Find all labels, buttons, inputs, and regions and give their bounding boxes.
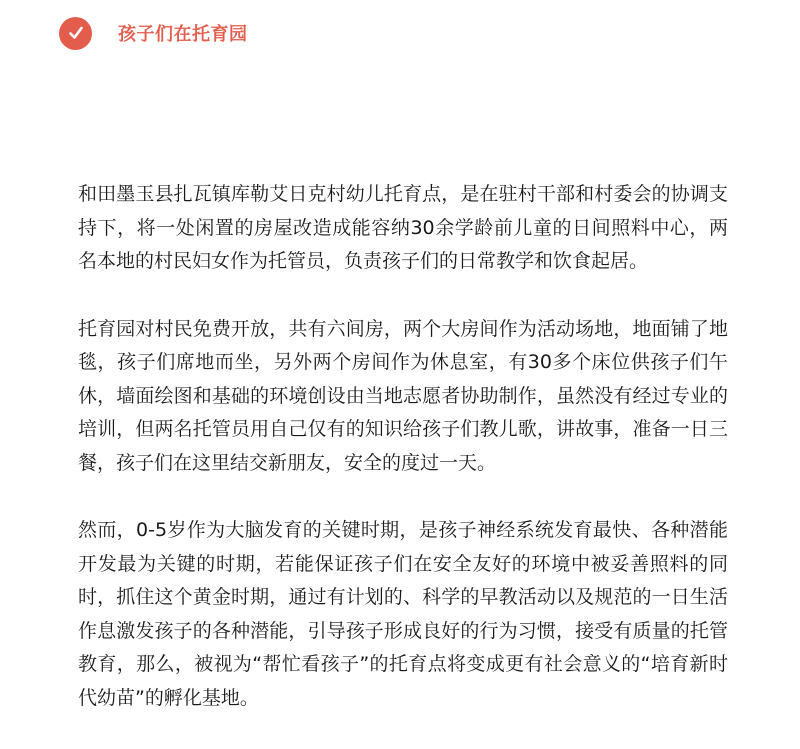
paragraph-2: 托育园对村民免费开放，共有六间房，两个大房间作为活动场地，地面铺了地毯，孩子们席地而坐，另外两个房间作为休息室，有30多个床位供孩子们午休，墙面绘图和基础的环境创设由当地志愿者协助制作，虽然没有经过专业的培训，但两名托管员用自己仅有的知识给孩子们教儿歌，讲故事，准备一日三餐，孩子们在这里结交新朋友，安全的度过一天。: [78, 317, 728, 474]
paragraph-1: 和田墨玉县扎瓦镇库勒艾日克村幼儿托育点，是在驻村干部和村委会的协调支持下，将一处闲置的房屋改造成能容纳30余学龄前儿童的日间照料中心，两名本地的村民妇女作为托管员，负责孩子们的日常教学和饮食起居。: [78, 183, 728, 272]
section-title: 孩子们在托育园: [118, 24, 248, 45]
check-circle-icon: [59, 17, 92, 50]
section-header: [59, 16, 248, 50]
article-body: [78, 178, 728, 749]
paragraph-3: 然而，0-5岁作为大脑发育的关键时期，是孩子神经系统发育最快、各种潜能开发最为关键的时期，若能保证孩子们在安全友好的环境中被妥善照料的同时，抓住这个黄金时期，通过有计划的、科学的早教活动以及规范的一日生活作息激发孩子的各种潜能，引导孩子形成良好的行为习惯，接受有质量的托管教育，那么，被视为“帮忙看孩子”的托育点将变成更有社会意义的“培育新时代幼苗”的孵化基地。: [78, 519, 728, 709]
